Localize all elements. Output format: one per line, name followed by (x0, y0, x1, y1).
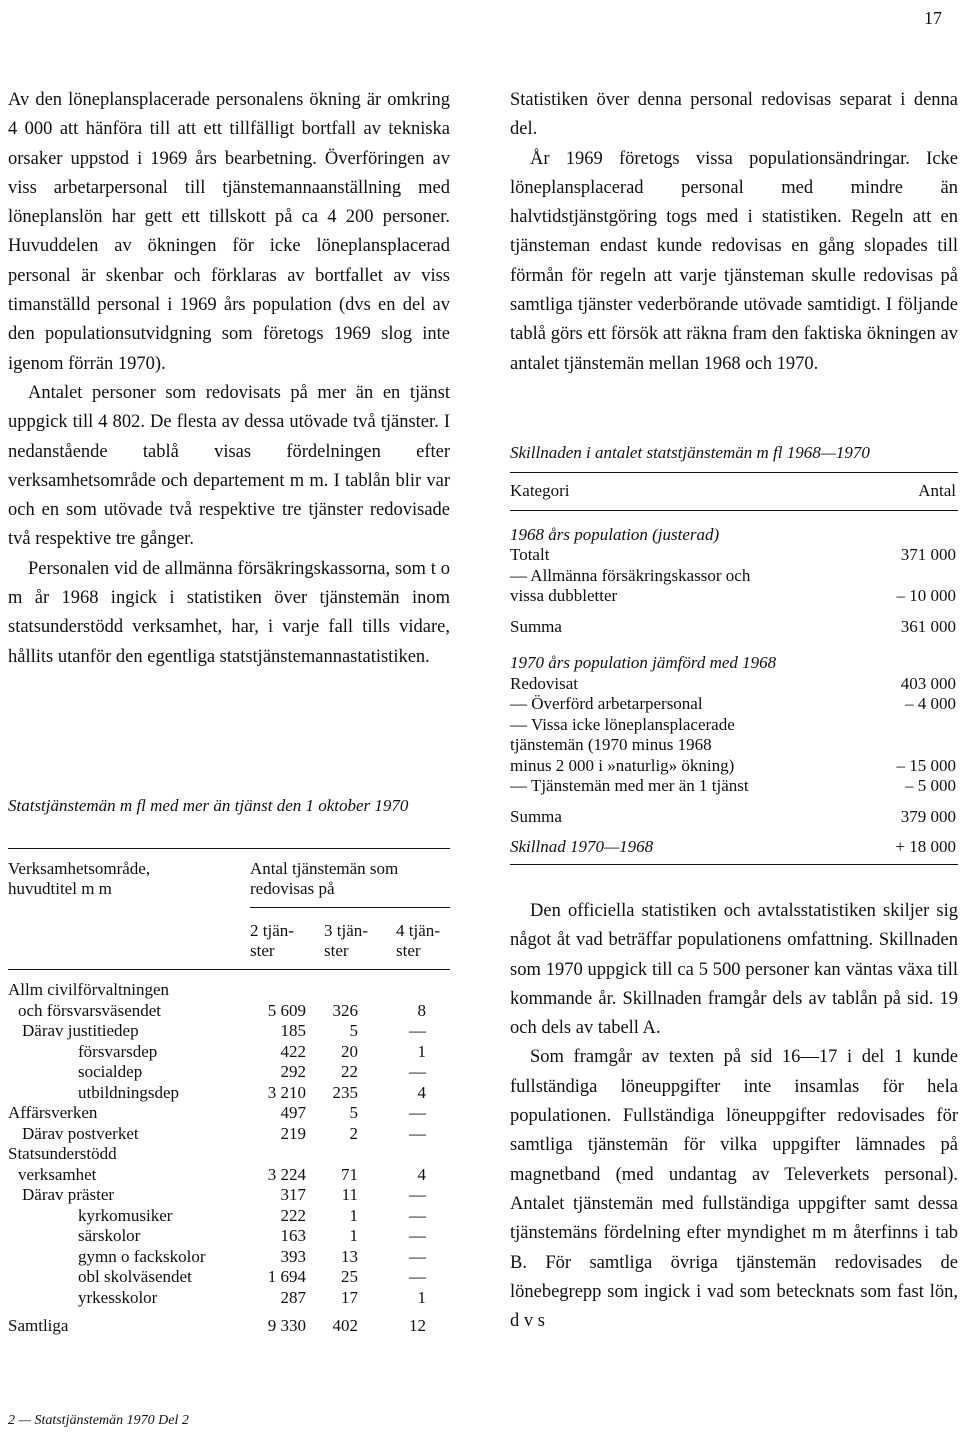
row-value: 71 (341, 1164, 358, 1184)
row-label: — Allmänna försäkringskassor och vissa dubbletter (510, 565, 751, 605)
table2-column-value: Antal (918, 481, 956, 500)
row-label: Därav justitiedep (22, 1021, 139, 1040)
row-value: – 15 000 (896, 755, 956, 775)
row-value: — (409, 1103, 426, 1122)
row-value: 361 000 (900, 616, 956, 636)
row-value: + 18 000 (895, 837, 956, 856)
row-value: 393 (280, 1246, 306, 1266)
table-row (510, 694, 958, 715)
table-row (510, 545, 958, 566)
row-label: yrkesskolor (78, 1287, 158, 1307)
table1-body (8, 980, 450, 1337)
row-value: 222 (280, 1205, 306, 1225)
table-row (8, 1267, 450, 1288)
table1-subheader: 4 tjän- ster (396, 921, 440, 960)
row-label: Samtliga (8, 1316, 69, 1335)
row-label: särskolor (78, 1226, 141, 1245)
row-value: 2 (349, 1123, 358, 1143)
row-value: 11 (341, 1185, 358, 1204)
row-value: — (409, 1123, 426, 1143)
row-value: 185 (280, 1021, 306, 1040)
table-row-sum (510, 807, 958, 828)
table2-caption: Skillnaden i antalet statstjänstemän m fl 1968—1970 (510, 443, 870, 462)
table1 (8, 848, 450, 1337)
row-value: 235 (332, 1082, 358, 1102)
row-value: – 4 000 (905, 694, 956, 713)
row-value: 1 694 (267, 1267, 306, 1286)
row-value: 25 (341, 1267, 358, 1286)
row-label: — Tjänstemän med mer än 1 tjänst (510, 776, 749, 795)
row-label: Summa (510, 616, 562, 636)
paragraph: Personalen vid de allmänna försäkringskassorna, som t o m år 1968 ingick i statistiken över tjänstemän inom statsunderstödd verksamhet, har, i varje fall tills vidare, hållits utanför den egentliga statstjänstemannastatistiken. (8, 558, 450, 667)
table-row (8, 1288, 450, 1309)
row-value: 422 (280, 1041, 306, 1061)
left-column (8, 86, 450, 672)
table1-header (8, 848, 450, 970)
table-row-sum (510, 617, 958, 638)
table2-bottom-rule (510, 864, 958, 865)
row-value: 326 (332, 1000, 358, 1020)
row-value: – 5 000 (905, 776, 956, 795)
right-column-lower (510, 897, 958, 1336)
table1-group-rule (250, 907, 450, 908)
table-row (8, 1144, 450, 1165)
row-value: 5 (349, 1103, 358, 1122)
row-value: — (409, 1205, 426, 1225)
row-value: 20 (341, 1041, 358, 1061)
row-label: Summa (510, 806, 562, 826)
paragraph: Statistiken över denna personal redovisas separat i denna del. (510, 90, 958, 140)
row-value: 219 (280, 1123, 306, 1143)
table2-section (510, 525, 958, 546)
table-row (8, 1247, 450, 1268)
table-row (510, 715, 958, 777)
row-label: och försvarsväsendet (18, 1000, 162, 1020)
table-row (8, 1001, 450, 1022)
row-value: 1 (349, 1226, 358, 1245)
row-value: 4 (417, 1164, 426, 1184)
row-value: 371 000 (900, 545, 956, 564)
row-value: 3 210 (267, 1082, 306, 1102)
paragraph: Som framgår av texten på sid 16—17 i del 1 kunde fullständiga löneuppgifter inte insamlas för hela populationen. Fullständiga löneuppgifter redovisades för samtliga tjänstemän för vilka uppgifter lämnades på magnetband (med undantag av Televerkets personal). Antalet tjänstemän med fullständiga uppgifter samt dessa tjänstemäns fördelning efter myndighet m m återfinns i tab B. För samtliga övriga tjänstemän redovisades de lönebegrepp som ingick i vad som betecknats som fast lön, d v s (510, 1047, 958, 1332)
row-label: Skillnad 1970—1968 (510, 837, 654, 856)
row-value: 403 000 (900, 673, 956, 693)
table1-subheader: 2 tjän- ster (250, 921, 294, 960)
row-label: Därav präster (22, 1185, 115, 1204)
table-row (8, 1316, 450, 1337)
right-column (510, 86, 958, 379)
row-value: 4 (417, 1082, 426, 1102)
table1-column-label: Verksamhetsområde, huvudtitel m m (8, 859, 151, 898)
table-row (8, 1226, 450, 1247)
table2-column-label: Kategori (510, 481, 570, 500)
row-value: 17 (341, 1287, 358, 1307)
table2-top-rule (510, 472, 958, 473)
row-value: 287 (280, 1287, 306, 1307)
table-row (8, 1185, 450, 1206)
table-row (8, 1206, 450, 1227)
row-value: 12 (409, 1316, 426, 1335)
row-label: gymn o fackskolor (78, 1246, 206, 1266)
table-row (8, 1062, 450, 1083)
table1-subheader: 3 tjän- ster (324, 921, 368, 960)
row-value: — (409, 1246, 426, 1266)
table-row (8, 1124, 450, 1145)
table-row (8, 1021, 450, 1042)
row-label: utbildningsdep (78, 1082, 180, 1102)
table-row (510, 674, 958, 695)
paragraph: Av den löneplansplacerade personalens ökning är omkring 4 000 att hänföra till att ett tillfälligt bortfall av tekniska orsaker uppstod i 1969 års bearbetning. Överföringen av viss arbetarpersonal till tjänstemannaanställning med löneplanslön har gett ett tillskott på ca 4 200 personer. Huvuddelen av ökningen för icke löneplansplacerad personal är skenbar och förklaras av bortfallet av viss timanställd personal i 1969 års population (dvs en del av den populationsutvidgning som företogs 1969 slog inte igenom förrän 1970). (8, 90, 450, 374)
row-label: — Vissa icke löneplansplacerade tjänstemän (1970 minus 1968 minus 2 000 i »naturlig» ökning) (510, 714, 735, 775)
table-row (8, 1042, 450, 1063)
row-value: 5 (349, 1021, 358, 1040)
table2 (510, 472, 958, 865)
row-value: — (409, 1021, 426, 1040)
row-value: 1 (417, 1287, 426, 1307)
row-value: — (409, 1185, 426, 1204)
row-value: 497 (280, 1103, 306, 1122)
row-value: 163 (280, 1226, 306, 1245)
row-label: Affärsverken (8, 1103, 98, 1122)
row-value: 5 609 (267, 1000, 306, 1020)
row-value: 379 000 (900, 806, 956, 826)
table-row (8, 1083, 450, 1104)
row-label: verksamhet (18, 1164, 97, 1184)
row-value: – 10 000 (896, 586, 956, 605)
row-label: Totalt (510, 545, 550, 564)
row-label: Därav postverket (22, 1123, 139, 1143)
row-value: — (409, 1267, 426, 1286)
row-label: försvarsdep (78, 1041, 158, 1061)
table1-caption: Statstjänstemän m fl med mer än tjänst den 1 oktober 1970 (8, 796, 409, 815)
table2-header-rule (510, 510, 958, 511)
row-label: — Överförd arbetarpersonal (510, 694, 703, 713)
paragraph: Antalet personer som redovisats på mer än en tjänst uppgick till 4 802. De flesta av dessa utövade två tjänster. I nedanstående tablå visas fördelningen efter verksamhetsområde och departement m m. I tablån blir var och en som utövade två respektive tre tjänster redovisade två respektive tre gånger. (8, 382, 450, 550)
table2-section (510, 653, 958, 674)
row-label: Statsunderstödd (8, 1144, 117, 1163)
section-label: 1970 års population jämförd med 1968 (510, 653, 777, 672)
paragraph: År 1969 företogs vissa populationsändringar. Icke löneplansplacerad personal med mindre än halvtidstjänstgöring togs med i statistiken. Regeln att en tjänsteman endast kunde redovisas en gång slopades till förmån för regeln att varje tjänsteman skulle redovisas på samtliga tjänster vederbörande utövade samtidigt. I följande tablå görs ett försök att räkna fram den faktiska ökningen av antalet tjänstemän mellan 1968 och 1970. (510, 148, 958, 374)
row-value: 402 (332, 1316, 358, 1335)
row-value: 22 (341, 1062, 358, 1081)
row-value: 8 (417, 1000, 426, 1020)
row-label: Redovisat (510, 673, 578, 693)
table-row (8, 1103, 450, 1124)
table-row (510, 566, 958, 607)
section-label: 1968 års population (justerad) (510, 524, 720, 544)
row-value: 1 (349, 1205, 358, 1225)
table2-header (510, 481, 958, 502)
row-label: kyrkomusiker (78, 1205, 173, 1225)
row-value: 317 (280, 1185, 306, 1204)
row-value: 9 330 (267, 1316, 306, 1335)
row-label: Allm civilförvaltningen (8, 980, 169, 999)
row-label: obl skolväsendet (78, 1267, 192, 1286)
row-value: 292 (280, 1062, 306, 1081)
row-value: — (409, 1062, 426, 1081)
table1-group-header: Antal tjänstemän som redovisas på (250, 859, 399, 898)
table-row (8, 1165, 450, 1186)
page-footer: 2 — Statstjänstemän 1970 Del 2 (8, 1413, 189, 1428)
row-value: 3 224 (267, 1164, 306, 1184)
row-label: socialdep (78, 1062, 143, 1081)
row-value: 1 (417, 1041, 426, 1061)
row-value: 13 (341, 1246, 358, 1266)
table-row-difference (510, 837, 958, 858)
row-value: — (409, 1226, 426, 1245)
paragraph: Den officiella statistiken och avtalsstatistiken skiljer sig något åt vad beträffar populationens omfattning. Skillnaden som 1970 uppgick till ca 5 500 personer kan väntas växa till kommande år. Skillnaden framgår dels av tablån på sid. 19 och dels av tabell A. (510, 901, 958, 1039)
page-number: 17 (924, 8, 942, 28)
table-row (510, 776, 958, 797)
table-row (8, 980, 450, 1001)
